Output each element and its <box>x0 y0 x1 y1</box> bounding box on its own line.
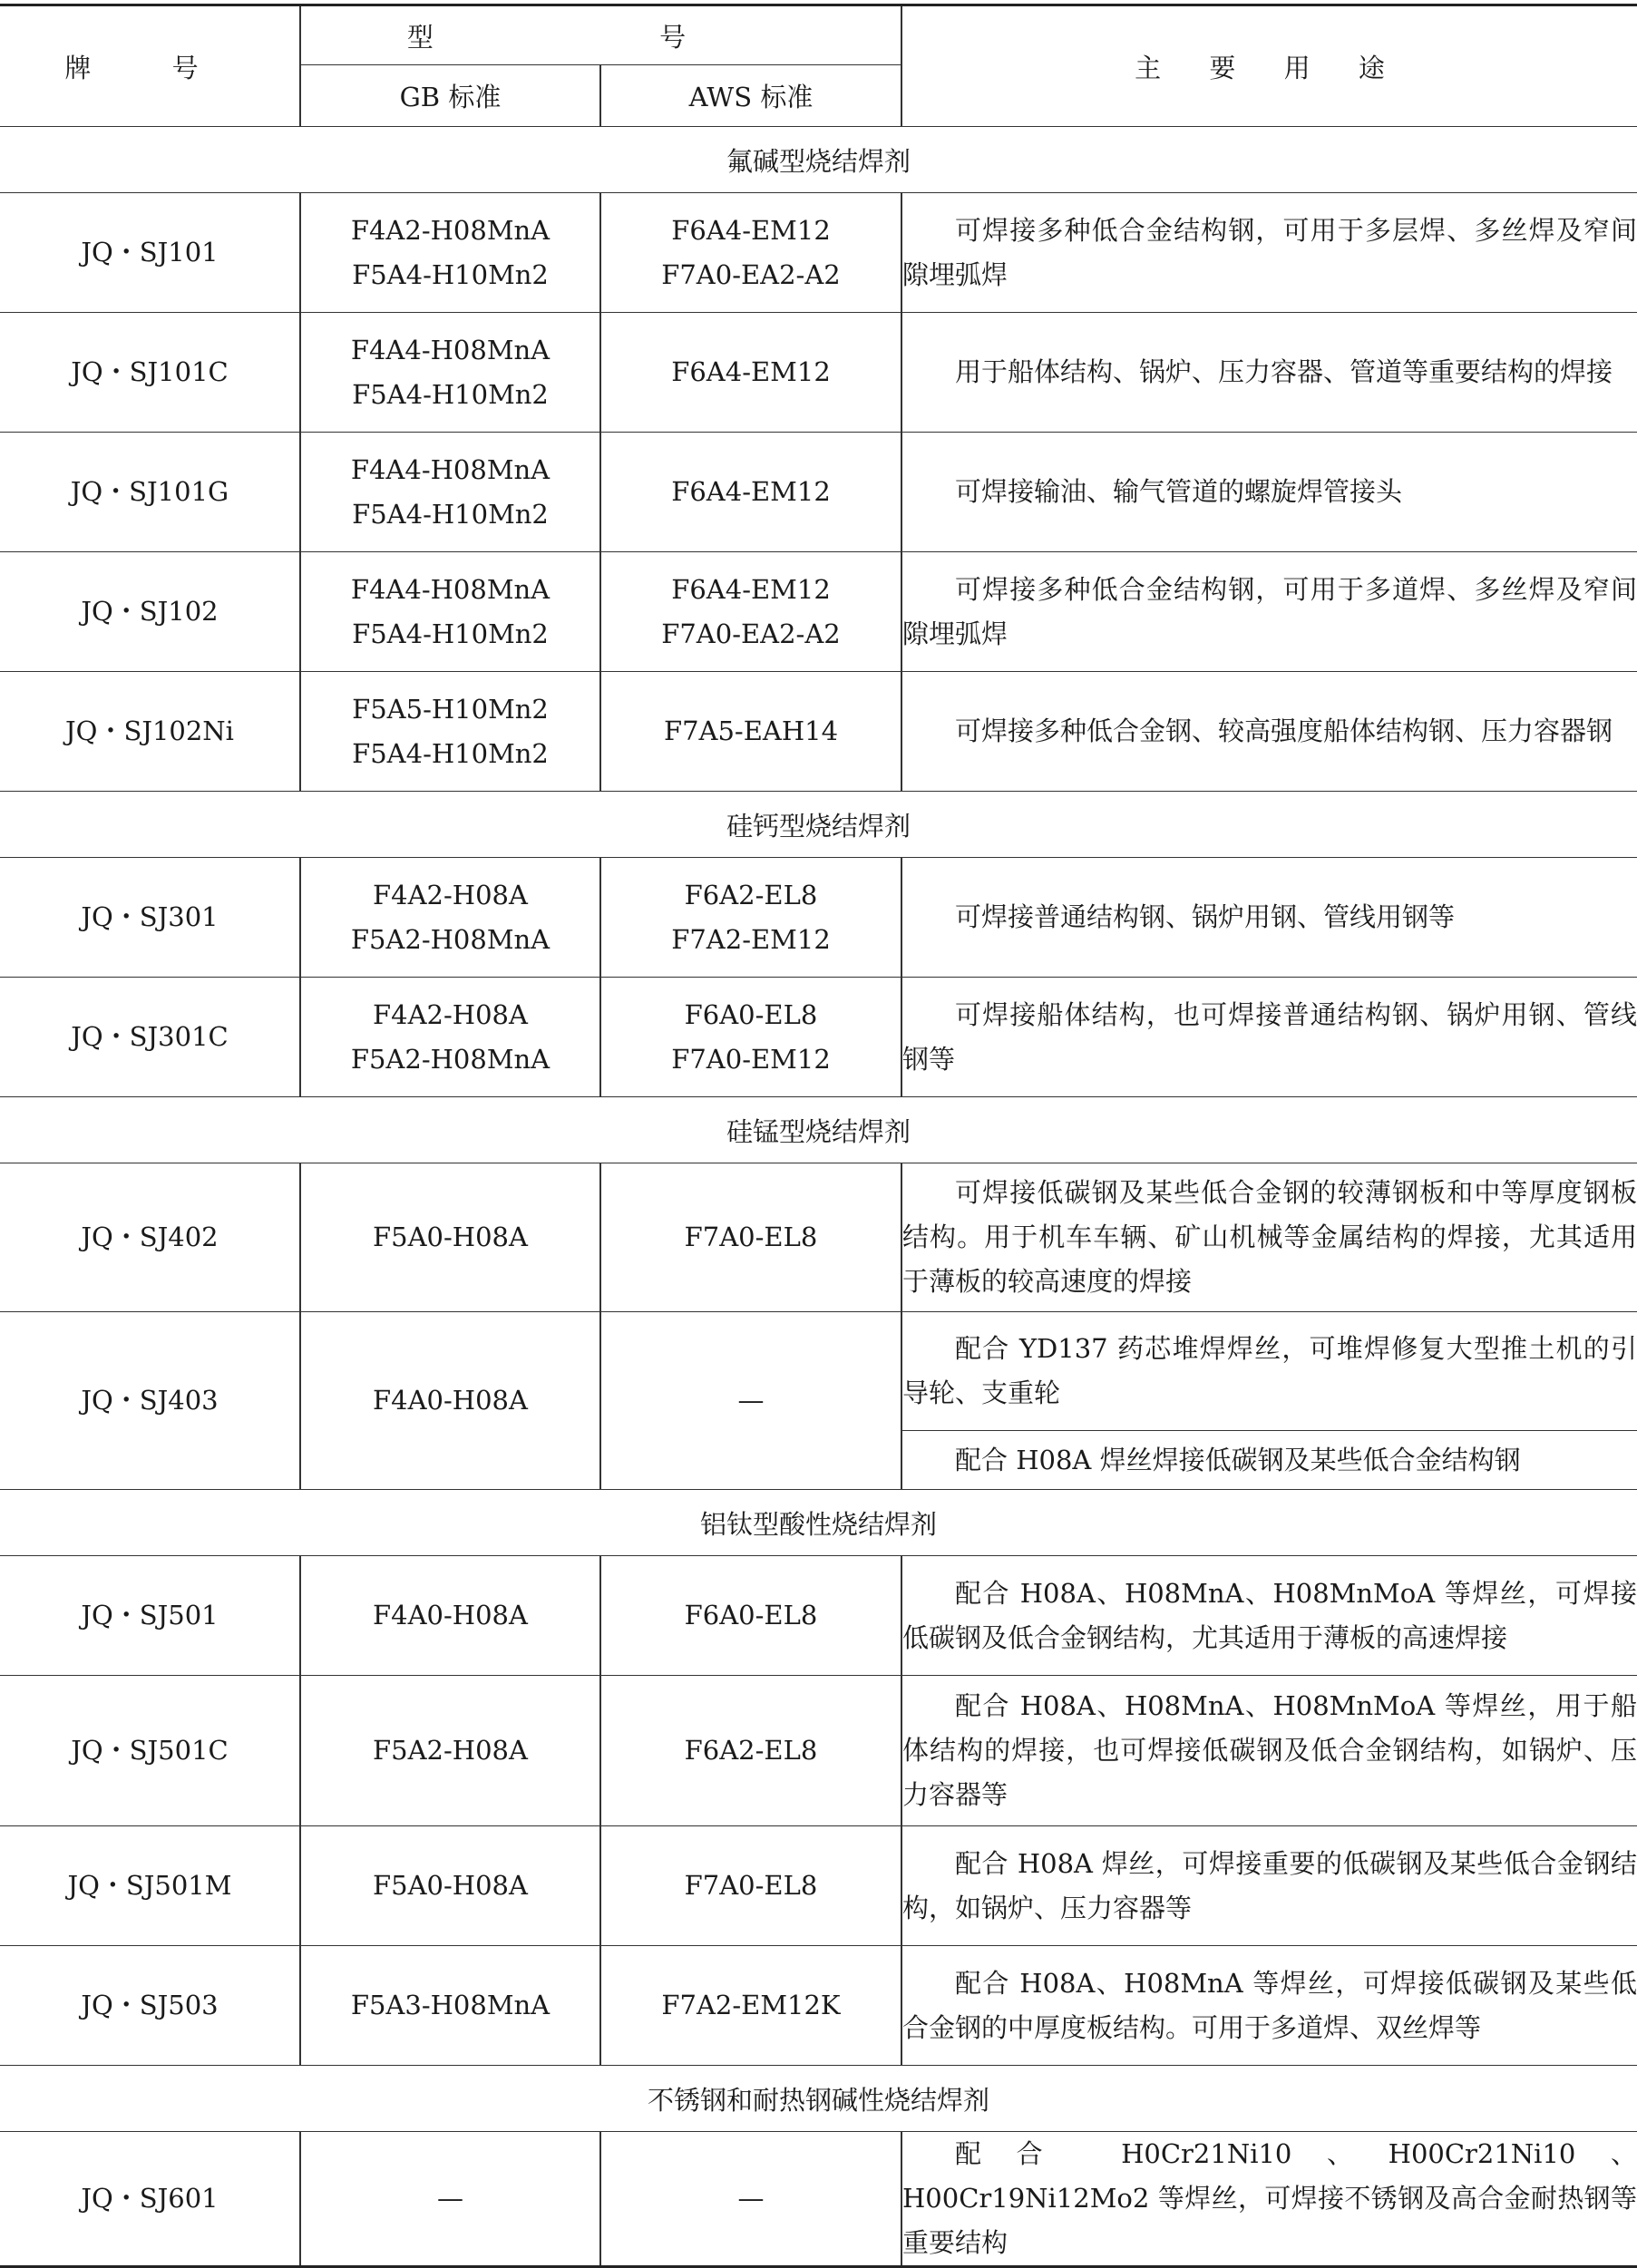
category-row <box>0 2066 1637 2132</box>
table-row <box>0 433 1637 552</box>
use-cell: 配合 H08A、H08MnA、H08MnMoA 等焊丝，可焊接低碳钢及低合金钢结构，尤其适用于薄板的高速焊接 <box>901 1556 1637 1676</box>
grade-cell: JQ・SJ102 <box>0 552 300 672</box>
use-cell: 用于船体结构、锅炉、压力容器、管道等重要结构的焊接 <box>901 313 1637 433</box>
grade-cell: JQ・SJ501 <box>0 1556 300 1676</box>
grade-cell: JQ・SJ503 <box>0 1946 300 2066</box>
grade-cell: JQ・SJ101 <box>0 193 300 313</box>
grade-cell: JQ・SJ501C <box>0 1676 300 1826</box>
use-cell-secondary: 配合 H08A 焊丝焊接低碳钢及某些低合金结构钢 <box>901 1431 1637 1490</box>
grade-cell: JQ・SJ102Ni <box>0 672 300 792</box>
table-row <box>0 2132 1637 2267</box>
gb-cell: F5A0-H08A <box>300 1826 600 1946</box>
use-cell: 可焊接输油、输气管道的螺旋焊管接头 <box>901 433 1637 552</box>
category-silicon-calcium: 硅钙型烧结焊剂 <box>0 792 1637 858</box>
use-cell: 可焊接多种低合金结构钢，可用于多层焊、多丝焊及窄间隙埋弧焊 <box>901 193 1637 313</box>
header-use: 主 要 用 途 <box>901 5 1637 127</box>
grade-cell: JQ・SJ301C <box>0 978 300 1097</box>
category-fluoride-basic: 氟碱型烧结焊剂 <box>0 127 1637 193</box>
aws-cell: F6A0-EL8 F7A0-EM12 <box>600 978 901 1097</box>
category-row <box>0 127 1637 193</box>
aws-cell: F7A0-EL8 <box>600 1163 901 1312</box>
aws-cell: F7A2-EM12K <box>600 1946 901 2066</box>
grade-cell: JQ・SJ601 <box>0 2132 300 2267</box>
header-gb: GB 标准 <box>300 65 600 127</box>
aws-cell: F6A2-EL8 <box>600 1676 901 1826</box>
aws-cell: F7A0-EL8 <box>600 1826 901 1946</box>
table-row <box>0 313 1637 433</box>
header-model: 型 号 <box>300 5 901 65</box>
category-silicon-manganese: 硅锰型烧结焊剂 <box>0 1097 1637 1163</box>
category-row <box>0 792 1637 858</box>
use-cell: 可焊接多种低合金钢、较高强度船体结构钢、压力容器钢 <box>901 672 1637 792</box>
aws-cell: F6A4-EM12 <box>600 313 901 433</box>
gb-cell: F5A2-H08A <box>300 1676 600 1826</box>
use-cell: 配合 H08A、H08MnA 等焊丝，可焊接低碳钢及某些低合金钢的中厚度板结构。可用于多道焊、双丝焊等 <box>901 1946 1637 2066</box>
use-cell: 配合 H08A 焊丝，可焊接重要的低碳钢及某些低合金钢结构，如锅炉、压力容器等 <box>901 1826 1637 1946</box>
use-cell: 可焊接船体结构，也可焊接普通结构钢、锅炉用钢、管线钢等 <box>901 978 1637 1097</box>
aws-cell: — <box>600 2132 901 2267</box>
grade-cell: JQ・SJ501M <box>0 1826 300 1946</box>
table-row <box>0 1556 1637 1676</box>
use-cell: 配合 YD137 药芯堆焊焊丝，可堆焊修复大型推土机的引导轮、支重轮 <box>901 1312 1637 1431</box>
use-cell: 配合 H0Cr21Ni10、H00Cr21Ni10、H00Cr19Ni12Mo2 等焊丝，可焊接不锈钢及高合金耐热钢等重要结构 <box>901 2132 1637 2267</box>
grade-cell: JQ・SJ402 <box>0 1163 300 1312</box>
table-row <box>0 1826 1637 1946</box>
use-cell: 可焊接多种低合金结构钢，可用于多道焊、多丝焊及窄间隙埋弧焊 <box>901 552 1637 672</box>
aws-cell: F7A5-EAH14 <box>600 672 901 792</box>
use-cell: 可焊接普通结构钢、锅炉用钢、管线用钢等 <box>901 858 1637 978</box>
gb-cell: F4A4-H08MnA F5A4-H10Mn2 <box>300 433 600 552</box>
aws-cell: F6A4-EM12 F7A0-EA2-A2 <box>600 552 901 672</box>
gb-cell: F4A2-H08A F5A2-H08MnA <box>300 858 600 978</box>
gb-cell: F5A3-H08MnA <box>300 1946 600 2066</box>
header-aws: AWS 标准 <box>600 65 901 127</box>
table-row <box>0 1676 1637 1826</box>
gb-cell: F4A2-H08A F5A2-H08MnA <box>300 978 600 1097</box>
grade-cell: JQ・SJ101C <box>0 313 300 433</box>
use-cell: 可焊接低碳钢及某些低合金钢的较薄钢板和中等厚度钢板结构。用于机车车辆、矿山机械等金属结构的焊接，尤其适用于薄板的较高速度的焊接 <box>901 1163 1637 1312</box>
table-row <box>0 552 1637 672</box>
category-aluminum-titanium: 铝钛型酸性烧结焊剂 <box>0 1490 1637 1556</box>
aws-cell: F6A0-EL8 <box>600 1556 901 1676</box>
flux-table <box>0 4 1637 2268</box>
gb-cell: F4A0-H08A <box>300 1312 600 1490</box>
header-row-1 <box>0 5 1637 65</box>
aws-cell: F6A4-EM12 F7A0-EA2-A2 <box>600 193 901 313</box>
table-row <box>0 672 1637 792</box>
aws-cell: F6A4-EM12 <box>600 433 901 552</box>
table-row <box>0 858 1637 978</box>
header-grade: 牌 号 <box>0 5 300 127</box>
table-row <box>0 193 1637 313</box>
gb-cell: F5A0-H08A <box>300 1163 600 1312</box>
table-row <box>0 1163 1637 1312</box>
use-cell: 配合 H08A、H08MnA、H08MnMoA 等焊丝，用于船体结构的焊接，也可焊接低碳钢及低合金钢结构，如锅炉、压力容器等 <box>901 1676 1637 1826</box>
gb-cell: F4A2-H08MnA F5A4-H10Mn2 <box>300 193 600 313</box>
grade-cell: JQ・SJ101G <box>0 433 300 552</box>
table-row <box>0 1946 1637 2066</box>
aws-cell: — <box>600 1312 901 1490</box>
gb-cell: — <box>300 2132 600 2267</box>
category-stainless: 不锈钢和耐热钢碱性烧结焊剂 <box>0 2066 1637 2132</box>
grade-cell: JQ・SJ301 <box>0 858 300 978</box>
gb-cell: F4A0-H08A <box>300 1556 600 1676</box>
grade-cell: JQ・SJ403 <box>0 1312 300 1490</box>
gb-cell: F4A4-H08MnA F5A4-H10Mn2 <box>300 552 600 672</box>
table-row <box>0 1312 1637 1431</box>
category-row <box>0 1490 1637 1556</box>
gb-cell: F5A5-H10Mn2 F5A4-H10Mn2 <box>300 672 600 792</box>
gb-cell: F4A4-H08MnA F5A4-H10Mn2 <box>300 313 600 433</box>
category-row <box>0 1097 1637 1163</box>
aws-cell: F6A2-EL8 F7A2-EM12 <box>600 858 901 978</box>
table-row <box>0 978 1637 1097</box>
